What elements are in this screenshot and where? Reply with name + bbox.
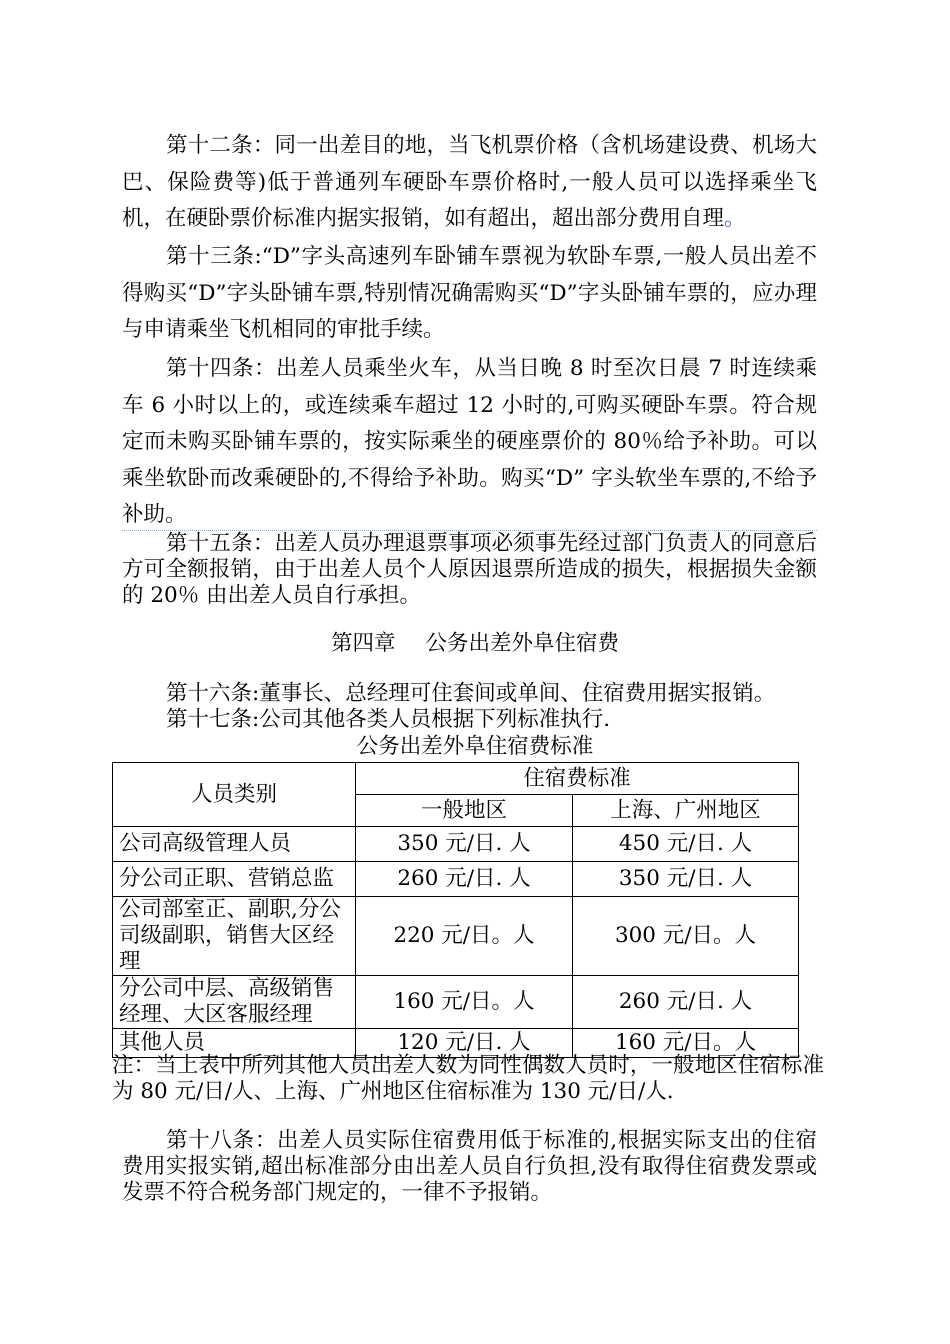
- chapter-title: 公务出差外阜住宿费: [425, 631, 620, 656]
- row-category: 其他人员: [113, 1029, 356, 1058]
- table-row: [113, 976, 799, 1029]
- table-title: 公务出差外阜住宿费标准: [356, 734, 594, 759]
- row-shgz-rate: 300 元/日。人: [573, 897, 799, 976]
- row-category: 公司高级管理人员: [113, 827, 356, 862]
- table-header-row: [113, 763, 799, 795]
- article-17: 第十七条:公司其他各类人员根据下列标准执行.: [166, 707, 611, 732]
- header-general-region: 一般地区: [356, 795, 573, 827]
- chapter-number: 第四章: [330, 631, 396, 656]
- header-shanghai-guangzhou: 上海、广州地区: [573, 795, 799, 827]
- table-row: [113, 862, 799, 897]
- article-14: 第十四条：出差人员乘坐火车，从当日晚 8 时至次日晨 7 时连续乘车 6 小时以上的，或连续乘车超过 12 小时的,可购买硬卧车票。符合规定而未购买卧铺车票的，按实际乘坐的硬座票价的 80％给予补助。可以乘坐软卧而改乘硬卧的,不得给予补助。购买“D” 字头软坐车票的,不给予补助。: [122, 356, 817, 527]
- article-12: [122, 128, 817, 238]
- row-shgz-rate: 450 元/日. 人: [573, 827, 799, 862]
- row-shgz-rate: 160 元/日。人: [573, 1029, 799, 1058]
- table-row: [113, 897, 799, 976]
- article-15: 第十五条：出差人员办理退票事项必须事先经过部门负责人的同意后方可全额报销，由于出差人员个人原因退票所造成的损失，根据损失金额的 20％ 由出差人员自行承担。: [122, 531, 817, 608]
- row-general-rate: 120 元/日. 人: [356, 1029, 573, 1058]
- article-12-end: 。: [724, 206, 746, 231]
- row-category: 公司部室正、副职,分公司级副职，销售大区经理: [113, 897, 356, 976]
- row-general-rate: 260 元/日. 人: [356, 862, 573, 897]
- row-shgz-rate: 260 元/日. 人: [573, 976, 799, 1029]
- table-note: 注：当上表中所列其他人员出差人数为同性偶数人员时，一般地区住宿标准为 80 元/日/人、上海、广州地区住宿标准为 130 元/日/人.: [112, 1053, 824, 1104]
- chapter-heading: [0, 626, 950, 662]
- article-13: 第十三条:“D”字头高速列车卧铺车票视为软卧车票,一般人员出差不得购买“D”字头卧铺车票,特别情况确需购买“D”字头卧铺车票的，应办理与申请乘坐飞机相同的审批手续。: [122, 244, 817, 342]
- row-general-rate: 350 元/日. 人: [356, 827, 573, 862]
- table-row: [113, 827, 799, 862]
- row-general-rate: 220 元/日。人: [356, 897, 573, 976]
- lodging-standard-table: [112, 762, 799, 1058]
- row-general-rate: 160 元/日。人: [356, 976, 573, 1029]
- header-category: 人员类别: [113, 763, 356, 827]
- header-lodging-standard: 住宿费标准: [356, 763, 799, 795]
- article-12-text: 第十二条：同一出差目的地，当飞机票价格（含机场建设费、机场大巴、保险费等)低于普通列车硬卧车票价格时,一般人员可以选择乘坐飞机，在硬卧票价标准内据实报销，如有超出，超出部分费用自理: [122, 133, 817, 231]
- row-shgz-rate: 350 元/日. 人: [573, 862, 799, 897]
- article-18: 第十八条：出差人员实际住宿费用低于标准的,根据实际支出的住宿费用实报实销,超出标准部分由出差人员自行负担,没有取得住宿费发票或发票不符合税务部门规定的，一律不予报销。: [122, 1128, 817, 1205]
- row-category: 分公司中层、高级销售经理、大区客服经理: [113, 976, 356, 1029]
- row-category: 分公司正职、营销总监: [113, 862, 356, 897]
- article-16: 第十六条:董事长、总经理可住套间或单间、住宿费用据实报销。: [166, 681, 776, 706]
